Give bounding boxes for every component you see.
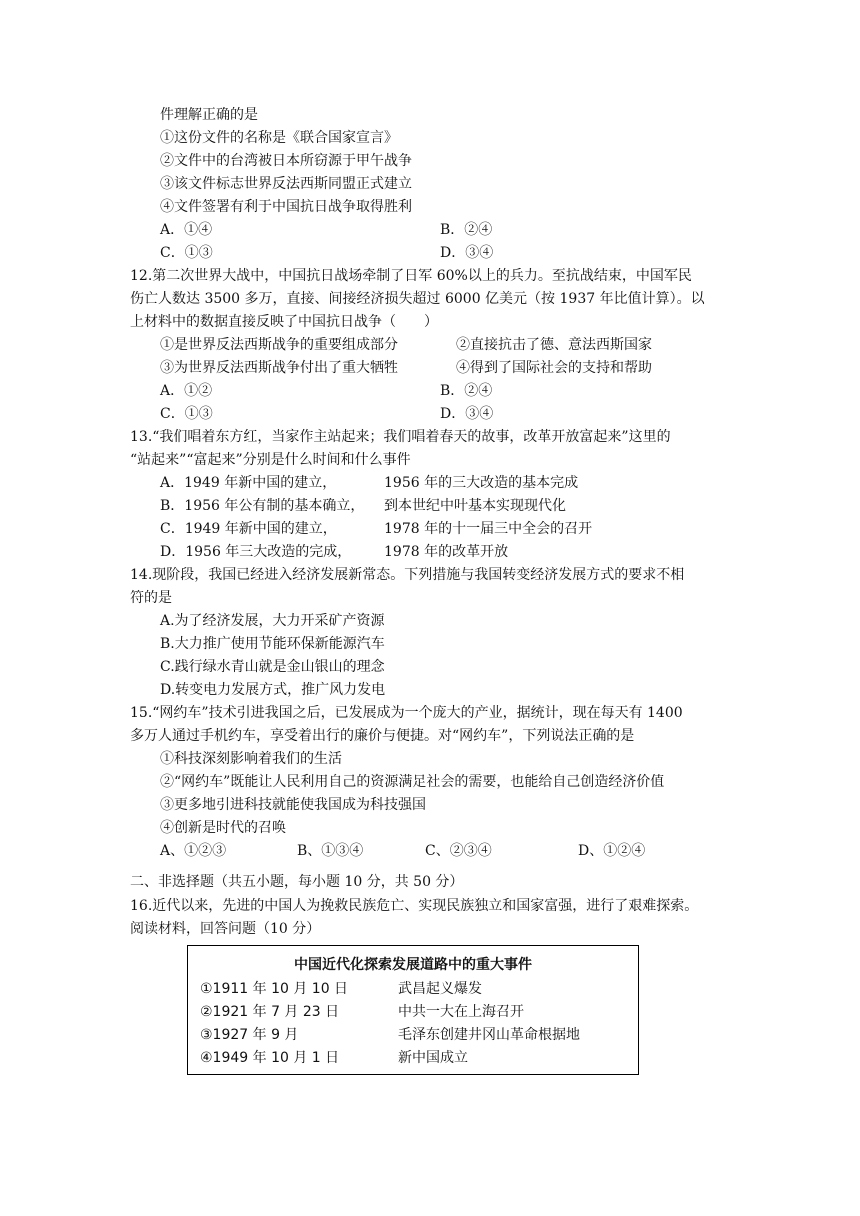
- event-description: 武昌起义爆发: [398, 981, 482, 997]
- q11-option-d: D．③④: [440, 245, 494, 261]
- q12-option-d: D．③④: [440, 406, 494, 422]
- q13-option-a-part-2: 1956 年的三大改造的基本完成: [384, 475, 579, 491]
- q12-stem-line-2: 伤亡人数达 3500 多万，直接、间接经济损失超过 6000 亿美元（按 1937 年比值计算）。以: [130, 291, 705, 307]
- q16-stem-line-2: 阅读材料，回答问题（10 分）: [130, 921, 321, 937]
- event-date: ④1949 年 10 月 1 日: [200, 1050, 340, 1066]
- q11-statement-1: ①这份文件的名称是《联合国家宣言》: [160, 130, 398, 146]
- q11-option-b: B．②④: [440, 222, 493, 238]
- q15-statement-2: ②“网约车”既能让人民利用自己的资源满足社会的需要，也能给自己创造经济价值: [160, 774, 665, 790]
- q14-option-a: A.为了经济发展，大力开采矿产资源: [160, 613, 385, 629]
- q13-option-b-part-1: B．1956 年公有制的基本确立，: [160, 498, 365, 514]
- q15-option-c: C、②③④: [425, 843, 492, 859]
- q13-stem-line-1: 13.“我们唱着东方红，当家作主站起来；我们唱着春天的故事，改革开放富起来”这里的: [130, 429, 671, 445]
- q11-continuation: 件理解正确的是: [160, 107, 258, 123]
- events-table-title: 中国近代化探索发展道路中的重大事件: [294, 957, 532, 973]
- event-description: 中共一大在上海召开: [398, 1004, 524, 1020]
- q15-option-d: D、①②④: [578, 843, 646, 859]
- q15-stem-line-1: 15.“网约车”技术引进我国之后，已发展成为一个庞大的产业，据统计，现在每天有 1400: [130, 705, 683, 721]
- q13-option-c-part-1: C．1949 年新中国的建立，: [160, 521, 337, 537]
- q11-statement-2: ②文件中的台湾被日本所窃源于甲午战争: [160, 153, 412, 169]
- q13-stem-line-2: “站起来”“富起来”分别是什么时间和什么事件: [130, 452, 411, 468]
- q12-stem-line-1: 12.第二次世界大战中，中国抗日战场牵制了日军 60%以上的兵力。至抗战结束，中国军民: [130, 268, 692, 284]
- event-date: ②1921 年 7 月 23 日: [200, 1004, 340, 1020]
- q13-option-d-part-2: 1978 年的改革开放: [384, 544, 509, 560]
- q11-statement-4: ④文件签署有利于中国抗日战争取得胜利: [160, 199, 412, 215]
- q12-stem-line-3: 上材料中的数据直接反映了中国抗日战争（ ）: [130, 314, 438, 330]
- q14-stem-line-1: 14.现阶段，我国已经进入经济发展新常态。下列措施与我国转变经济发展方式的要求不相: [130, 567, 685, 583]
- event-description: 毛泽东创建井冈山革命根据地: [398, 1027, 580, 1043]
- event-date: ③1927 年 9 月: [200, 1027, 299, 1043]
- q15-statement-4: ④创新是时代的召唤: [160, 820, 286, 836]
- q13-option-a-part-1: A．1949 年新中国的建立，: [160, 475, 337, 491]
- q16-stem-line-1: 16.近代以来，先进的中国人为挽救民族危亡、实现民族独立和国家富强，进行了艰难探索。: [130, 898, 699, 914]
- q13-option-b-part-2: 到本世纪中叶基本实现现代化: [384, 498, 566, 514]
- event-date: ①1911 年 10 月 10 日: [200, 981, 349, 997]
- q11-option-a: A．①④: [160, 222, 213, 238]
- q15-option-a: A、①②③: [160, 843, 227, 859]
- q15-statement-1: ①科技深刻影响着我们的生活: [160, 751, 342, 767]
- q15-option-b: B、①③④: [297, 843, 364, 859]
- q12-statement-2: ②直接抗击了德、意法西斯国家: [456, 337, 652, 353]
- q12-statement-1: ①是世界反法西斯战争的重要组成部分: [160, 337, 398, 353]
- q15-statement-3: ③更多地引进科技就能使我国成为科技强国: [160, 797, 426, 813]
- q12-statement-3: ③为世界反法西斯战争付出了重大牺牲: [160, 360, 398, 376]
- q12-option-b: B．②④: [440, 383, 493, 399]
- event-description: 新中国成立: [398, 1050, 468, 1066]
- q13-option-d-part-1: D．1956 年三大改造的完成，: [160, 544, 352, 560]
- q12-statement-4: ④得到了国际社会的支持和帮助: [456, 360, 652, 376]
- q14-stem-line-2: 符的是: [130, 590, 172, 606]
- events-table: [187, 945, 639, 1075]
- q12-option-c: C．①③: [160, 406, 213, 422]
- q12-option-a: A．①②: [160, 383, 213, 399]
- q14-option-d: D.转变电力发展方式，推广风力发电: [160, 682, 386, 698]
- q11-statement-3: ③该文件标志世界反法西斯同盟正式建立: [160, 176, 412, 192]
- q13-option-c-part-2: 1978 年的十一届三中全会的召开: [384, 521, 593, 537]
- q14-option-c: C.践行绿水青山就是金山银山的理念: [160, 659, 385, 675]
- q14-option-b: B.大力推广使用节能环保新能源汽车: [160, 636, 385, 652]
- section-2-heading: 二、非选择题（共五小题，每小题 10 分，共 50 分）: [130, 874, 464, 890]
- q11-option-c: C．①③: [160, 245, 213, 261]
- q15-stem-line-2: 多万人通过手机约车，享受着出行的廉价与便捷。对“网约车”，下列说法正确的是: [130, 728, 635, 744]
